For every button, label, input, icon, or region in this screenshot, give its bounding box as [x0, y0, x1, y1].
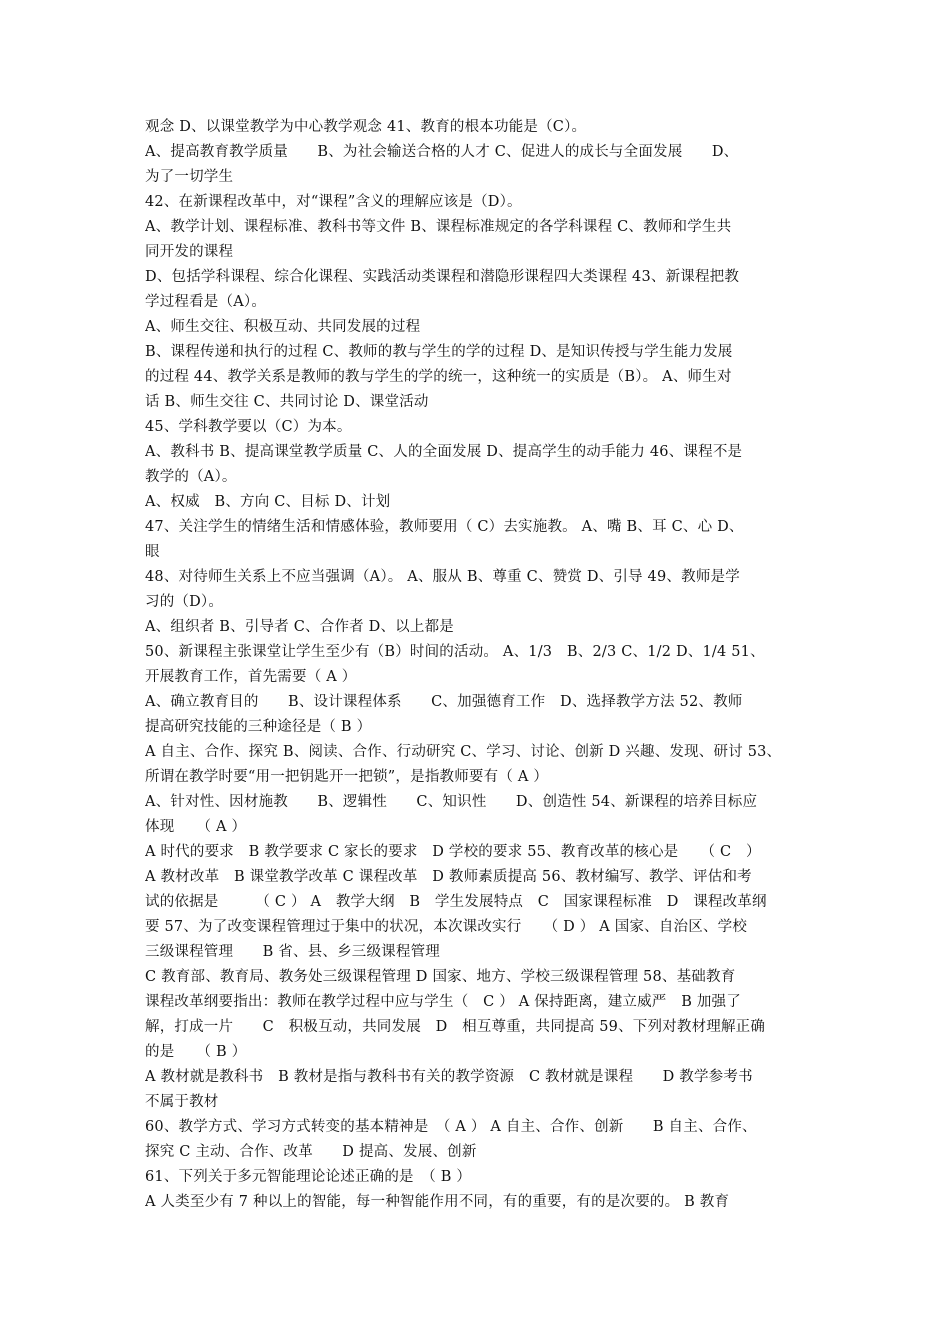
text-line: 47、关注学生的情绪生活和情感体验，教师要用（ C）去实施教。 A、嘴 B、耳 C、心 D、: [145, 519, 744, 535]
text-line: 开展教育工作，首先需要（ A ）: [145, 669, 357, 685]
document-body: [145, 115, 810, 1215]
text-line: 同开发的课程: [145, 244, 234, 260]
text-line: A、确立教育目的 B、设计课程体系 C、加强德育工作 D、选择教学方法 52、教师: [145, 694, 743, 710]
text-line: 为了一切学生: [145, 169, 234, 185]
text-line: 观念 D、以课堂教学为中心教学观念 41、教育的根本功能是（C）。: [145, 119, 587, 135]
text-line: A 人类至少有 7 种以上的智能，每一种智能作用不同，有的重要，有的是次要的。 B 教育: [145, 1194, 730, 1210]
text-line: 45、学科教学要以（C）为本。: [145, 419, 352, 435]
text-line: 50、新课程主张课堂让学生至少有（B）时间的活动。 A、1/3 B、2/3 C、1/2 D、1/4 51、: [145, 644, 765, 660]
text-line: 探究 C 主动、合作、改革 D 提高、发展、创新: [145, 1144, 477, 1160]
text-line: 话 B、师生交往 C、共同讨论 D、课堂活动: [145, 394, 429, 410]
text-line: A、针对性、因材施教 B、逻辑性 C、知识性 D、创造性 54、新课程的培养目标应: [145, 794, 758, 810]
text-line: 解，打成一片 C 积极互动，共同发展 D 相互尊重，共同提高 59、下列对教材理解正确: [145, 1019, 766, 1035]
text-line: 要 57、为了改变课程管理过于集中的状况，本次课改实行 （ D ） A 国家、自治区、学校: [145, 919, 748, 935]
text-line: 习的（D）。: [145, 594, 224, 610]
text-line: 的是 （ B ）: [145, 1044, 247, 1060]
text-line: A、提高教育教学质量 B、为社会输送合格的人才 C、促进人的成长与全面发展 D、: [145, 144, 739, 160]
text-line: A、组织者 B、引导者 C、合作者 D、以上都是: [145, 619, 454, 635]
text-line: 学过程看是（A）。: [145, 294, 267, 310]
text-line: A、教学计划、课程标准、教科书等文件 B、课程标准规定的各学科课程 C、教师和学生共: [145, 219, 732, 235]
text-line: 三级课程管理 B 省、县、乡三级课程管理: [145, 944, 440, 960]
text-line: A 教材就是教科书 B 教材是指与教科书有关的教学资源 C 教材就是课程 D 教学参考书: [145, 1069, 753, 1085]
text-line: A 自主、合作、探究 B、阅读、合作、行动研究 C、学习、讨论、创新 D 兴趣、发现、研讨 53、: [145, 744, 782, 760]
text-line: 所谓在教学时要“用一把钥匙开一把锁”，是指教师要有（ A ）: [145, 769, 549, 785]
text-line: 42、在新课程改革中，对“课程”含义的理解应该是（D）。: [145, 194, 522, 210]
text-line: 教学的（A）。: [145, 469, 237, 485]
text-line: 60、教学方式、学习方式转变的基本精神是 （ A ） A 自主、合作、创新 B 自主、合作、: [145, 1119, 757, 1135]
text-line: 试的依据是 （ C ） A 教学大纲 B 学生发展特点 C 国家课程标准 D 课程改革纲: [145, 894, 767, 910]
text-line: 61、下列关于多元智能理论论述正确的是 （ B ）: [145, 1169, 472, 1185]
text-line: 48、对待师生关系上不应当强调（A）。 A、服从 B、尊重 C、赞赏 D、引导 49、教师是学: [145, 569, 740, 585]
text-line: 提高研究技能的三种途径是（ B ）: [145, 719, 372, 735]
text-line: 不属于教材: [145, 1094, 219, 1110]
text-line: 课程改革纲要指出：教师在教学过程中应与学生（ C ） A 保持距离，建立威严 B 加强了: [145, 994, 741, 1010]
text-line: A 教材改革 B 课堂教学改革 C 课程改革 D 教师素质提高 56、教材编写、教学、评估和考: [145, 869, 752, 885]
text-line: D、包括学科课程、综合化课程、实践活动类课程和潜隐形课程四大类课程 43、新课程把教: [145, 269, 740, 285]
text-line: A、权威 B、方向 C、目标 D、计划: [145, 494, 391, 510]
text-line: C 教育部、教育局、教务处三级课程管理 D 国家、地方、学校三级课程管理 58、基础教育: [145, 969, 736, 985]
text-line: 眼: [145, 544, 160, 560]
text-line: 体现 （ A ）: [145, 819, 247, 835]
text-line: B、课程传递和执行的过程 C、教师的教与学生的学的过程 D、是知识传授与学生能力发展: [145, 344, 733, 360]
text-line: A 时代的要求 B 教学要求 C 家长的要求 D 学校的要求 55、教育改革的核心是 （ C ）: [145, 844, 761, 860]
text-line: A、师生交往、积极互动、共同发展的过程: [145, 319, 421, 335]
text-line: 的过程 44、教学关系是教师的教与学生的学的统一，这种统一的实质是（B）。 A、师生对: [145, 369, 732, 385]
text-line: A、教科书 B、提高课堂教学质量 C、人的全面发展 D、提高学生的动手能力 46、课程不是: [145, 444, 743, 460]
